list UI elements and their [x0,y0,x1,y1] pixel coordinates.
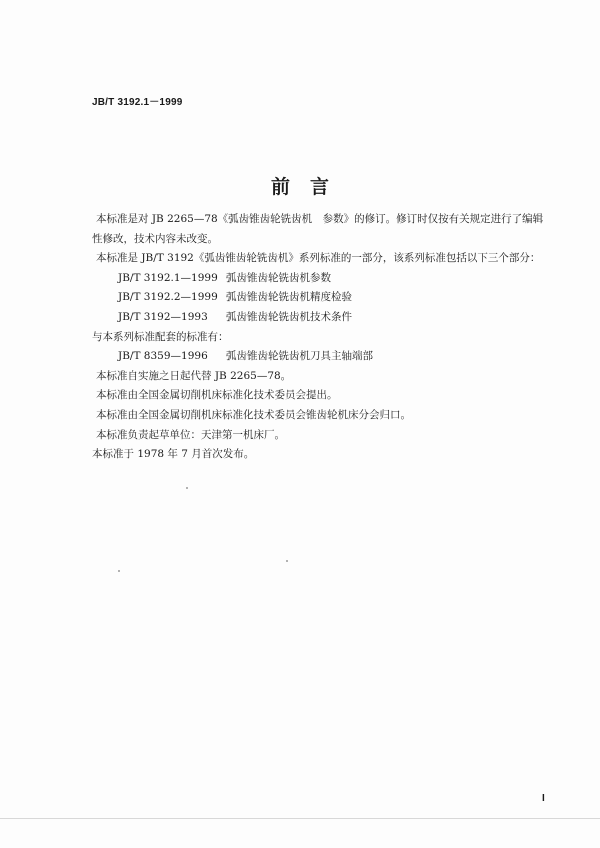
standard-code: JB/T 3192.2—1999 [118,291,218,304]
series-part-row [92,308,562,328]
paragraph-line: 本标准负责起草单位：天津第一机床厂。 [96,428,285,441]
standard-topic: 参数 [310,271,331,284]
standard-name: 弧齿锥齿轮铣齿机 [226,291,310,304]
standard-topic: 精度检验 [310,291,352,304]
scan-speck [286,560,288,562]
paragraph-line: 本标准由全国金属切削机床标准化技术委员会提出。 [96,389,338,402]
paragraph-line: 本标准是 JB/T 3192《弧齿锥齿轮铣齿机》系列标准的一部分，该系列标准包括以下三个部分： [96,252,541,265]
standard-name: 弧齿锥齿轮铣齿机 [226,271,310,284]
related-intro: 与本系列标准配套的标准有： [92,330,229,343]
scan-speck [186,487,188,489]
standard-code: JB/T 3192.1—1999 [118,271,218,284]
series-part-row [92,288,562,308]
page-title: 前言 [270,176,349,198]
paragraph-line: 本标准于 1978 年 7 月首次发布。 [92,448,255,461]
standard-topic: 技术条件 [310,310,352,323]
paragraph-line: 本标准由全国金属切削机床标准化技术委员会锥齿轮机床分会归口。 [96,408,411,421]
paragraph-line: 本标准是对 JB 2265—78《弧齿锥齿轮铣齿机 参数》的修订。修订时仅按有关规定进行了编辑 [96,213,544,225]
document-number: JB/T 3192.1－1999 [92,97,183,108]
standard-name: 弧齿锥齿轮铣齿机 [226,350,310,363]
standard-code: JB/T 3192—1993 [118,310,208,323]
paragraph-line: 本标准自实施之日起代替 JB 2265—78。 [96,369,292,382]
page-bottom-edge [0,818,600,819]
paragraph-line: 性修改，技术内容未改变。 [92,232,218,245]
standard-name: 弧齿锥齿轮铣齿机 [226,310,310,323]
standard-topic: 刀具主轴端部 [310,350,373,363]
page-number: I [542,793,545,804]
series-part-row [92,269,562,289]
related-standard-row [92,347,562,367]
foreword-body [92,210,562,465]
scan-speck [118,570,120,572]
standard-code: JB/T 8359—1996 [118,350,208,363]
